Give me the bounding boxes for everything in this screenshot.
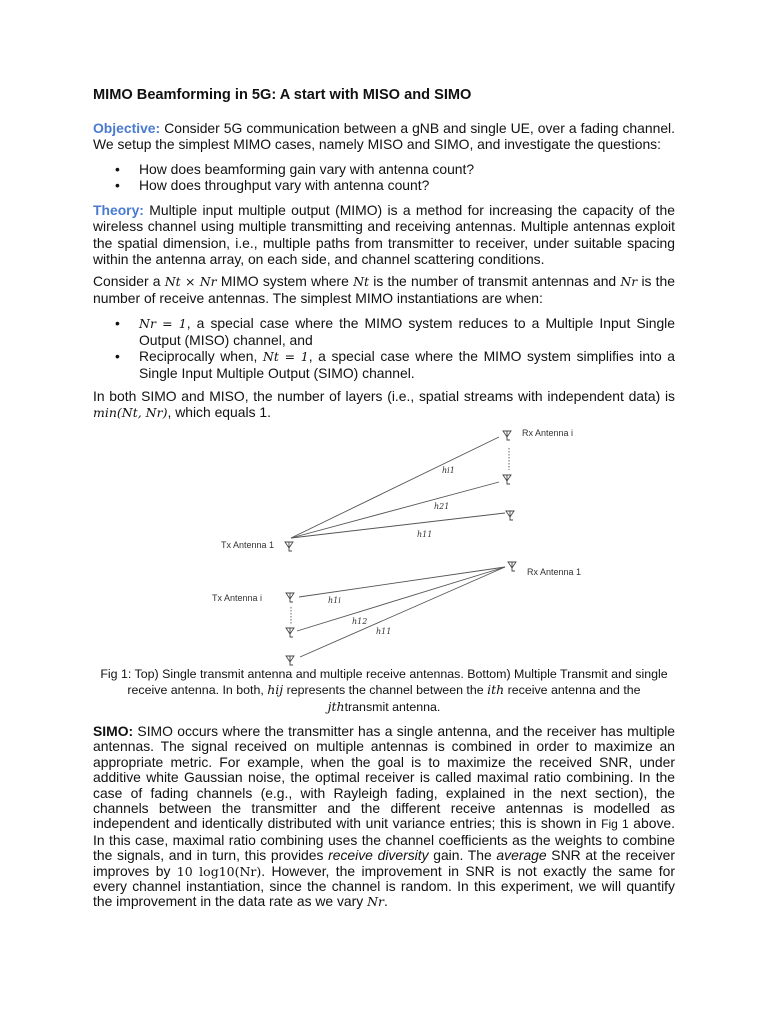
emphasis: receive diversity bbox=[328, 847, 429, 864]
text: . However, the improvement in SNR is not exactly the same for every channel instantiation, since the channel is random. In this experiment, we will quantify the improvement in the data rate as we vary bbox=[93, 862, 675, 910]
text: is the number of receive antennas. The simplest MIMO instantiations are when: bbox=[93, 273, 675, 307]
objective-text: Consider 5G communication between a gNB and single UE, over a fading channel. We setup the simplest MIMO cases, namely MISO and SIMO, and investigate the questions: bbox=[93, 120, 675, 153]
antenna-icon bbox=[286, 656, 294, 665]
math: Nr bbox=[367, 894, 385, 910]
channel-label: h1i bbox=[328, 596, 341, 605]
page-title: MIMO Beamforming in 5G: A start with MISO and SIMO bbox=[93, 87, 472, 103]
text: In both SIMO and MISO, the number of layers (i.e., spatial streams with independent data) is bbox=[93, 388, 675, 404]
text: above. In this case, maximal ratio combining uses the channel coefficients as the weights to combine the signals, and in turn, this provides bbox=[93, 815, 675, 864]
rx-antenna-i-label: Rx Antenna i bbox=[522, 428, 574, 438]
objective-label: Objective: bbox=[93, 120, 161, 136]
theory-label: Theory: bbox=[93, 202, 144, 218]
channel-label: h11 bbox=[417, 530, 433, 539]
math: hij bbox=[267, 682, 284, 698]
list-item: • How does beamforming gain vary with antenna count? bbox=[93, 161, 675, 177]
text: SNR at the receiver improves by bbox=[93, 847, 675, 879]
text: receive antenna and the bbox=[504, 683, 641, 698]
math: Nr bbox=[620, 274, 638, 289]
text: Fig 1: Top) Single transmit antenna and multiple receive antennas. Bottom) Multiple Transmit and single receive antenna. In both, bbox=[100, 667, 668, 698]
math: Nr = 1 bbox=[139, 315, 187, 331]
text: Consider a bbox=[93, 273, 165, 289]
text: , which equals 1. bbox=[167, 404, 271, 421]
antenna-icon bbox=[285, 542, 293, 551]
math: min(Nt, Nr) bbox=[93, 405, 168, 421]
math: Nt × Nr bbox=[164, 274, 217, 289]
text: SIMO occurs where the transmitter has a single antenna, and the receiver has multiple antennas. The signal received on multiple antennas is combined in order to maximize an appropriate metric. For example, when the goal is to maximize the received SNR, under additive white Gaussian noise, the optimal receiver is called maximal ratio combining. In the case of fading channels (e.g., with Rayleigh fading, explained in the next section), the channels between the transmitter and the different receive antennas is modelled as independent and identically distributed with unit variance entries; this is shown in bbox=[93, 723, 675, 832]
simo-paragraph bbox=[93, 724, 675, 910]
channel-label: h21 bbox=[434, 502, 450, 511]
figure-reference: Fig 1 bbox=[601, 817, 629, 832]
channel-label: hi1 bbox=[442, 466, 455, 475]
antenna-icon bbox=[286, 628, 294, 637]
math: jth bbox=[327, 698, 345, 714]
antenna-icon bbox=[503, 431, 511, 440]
text: represents the channel between the bbox=[283, 683, 488, 698]
text: is the number of transmit antennas and bbox=[369, 273, 621, 289]
text: MIMO system where bbox=[216, 273, 354, 289]
theory-text: Multiple input multiple output (MIMO) is a method for increasing the capacity of the wireless channel using multiple transmitting and receiving antennas. Multiple antennas exploit the spatial dimension, i.e., multiple paths from transmitter to receiver, under suitable spacing within the antenna array, on each side, and channel scattering conditions. bbox=[93, 202, 675, 267]
emphasis: average bbox=[496, 847, 547, 864]
text: transmit antenna. bbox=[344, 699, 441, 714]
rx-antenna-1-label: Rx Antenna 1 bbox=[527, 567, 582, 577]
tx-antenna-i-label: Tx Antenna i bbox=[212, 593, 263, 603]
channel-label: h11 bbox=[376, 627, 392, 636]
simo-label: SIMO: bbox=[93, 723, 134, 739]
text: Reciprocally when, bbox=[139, 348, 263, 365]
math: Nt bbox=[353, 274, 370, 289]
math: Nt = 1 bbox=[262, 349, 309, 365]
math: 10 log10(Nr) bbox=[176, 863, 262, 879]
math: ith bbox=[487, 682, 505, 698]
antenna-icon bbox=[508, 562, 516, 571]
text: , a special case where the MIMO system reduces to a Multiple Input Single Output (MISO) channel, and bbox=[139, 314, 675, 348]
text: . bbox=[384, 893, 388, 910]
antenna-icon bbox=[506, 511, 514, 520]
figure-caption bbox=[93, 667, 675, 715]
antenna-icon bbox=[286, 593, 294, 602]
channel-label: h12 bbox=[352, 617, 368, 626]
antenna-icon bbox=[503, 475, 511, 484]
text: , a special case where the MIMO system simplifies into a Single Input Multiple Output (SIMO) channel. bbox=[139, 348, 675, 382]
tx-antenna-1-label: Tx Antenna 1 bbox=[221, 540, 275, 550]
list-item: • How does throughput vary with antenna count? bbox=[93, 177, 675, 193]
text: gain. The bbox=[428, 847, 497, 864]
